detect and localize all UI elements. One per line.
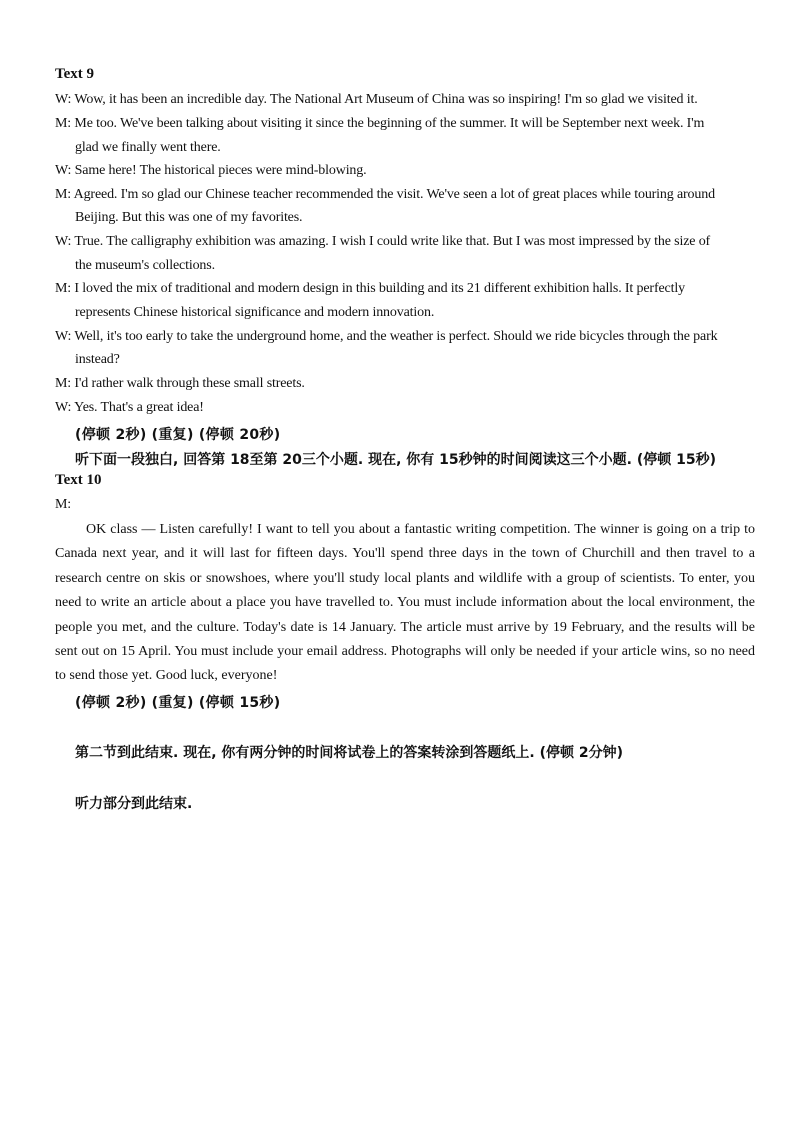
line-text: Same here! The historical pieces were mind-blowing.	[74, 163, 367, 178]
dialogue-line	[55, 281, 685, 297]
line-text: Beijing. But this was one of my favorites.	[75, 210, 303, 225]
monologue-speaker: M:	[55, 497, 72, 512]
line-text: I loved the mix of traditional and modern design in this building and its 21 different exhibition halls. It perfectly	[74, 281, 685, 296]
pause-instruction: (停顿 2秒) (重复) (停顿 15秒)	[75, 695, 281, 711]
dialogue-line	[75, 305, 434, 321]
reading-instruction: 听下面一段独白, 回答第 18至第 20三个小题. 现在, 你有 15秒钟的时间阅读这三个小题. (停顿 15秒)	[75, 452, 716, 468]
line-text: I'd rather walk through these small streets.	[74, 376, 305, 391]
dialogue-line	[55, 116, 704, 132]
speaker-label: M:	[55, 281, 72, 296]
line-text: Me too. We've been talking about visiting it since the beginning of the summer. It will be September next week. I'm	[74, 116, 705, 131]
line-text: instead?	[75, 352, 120, 367]
dialogue-line	[55, 329, 717, 345]
monologue-paragraph: OK class — Listen carefully! I want to tell you about a fantastic writing competition. The winner is going on a trip to Canada next year, and it will last for fifteen days. You'll spend three days in the town of Churchill and then travel to a research centre on skis or snowshoes, where you'll study local plants and wildlife with a group of scientists. To enter, you need to write an article about a place you have travelled to. You must include information about the local environment, the people you met, and the culture. Today's date is 14 January. The article must arrive by 19 February, and the results will be sent out on 15 April. You must include your email address. Photographs will only be needed if your article wins, so no need to send those yet. Good luck, everyone!	[55, 522, 755, 684]
speaker-label: M:	[55, 116, 72, 131]
speaker-label: W:	[55, 163, 72, 178]
dialogue-line	[75, 210, 302, 226]
speaker-label: M:	[55, 187, 72, 202]
dialogue-line	[75, 352, 120, 368]
dialogue-line	[55, 234, 710, 250]
dialogue-line	[55, 400, 204, 416]
speaker-label: W:	[55, 400, 72, 415]
line-text: Wow, it has been an incredible day. The National Art Museum of China was so inspiring! I'm so glad we visited it.	[74, 92, 698, 107]
section-end-note: 第二节到此结束. 现在, 你有两分钟的时间将试卷上的答案转涂到答题纸上. (停顿 2分钟)	[75, 745, 623, 761]
text9-title: Text 9	[55, 66, 95, 82]
speaker-label: W:	[55, 234, 72, 249]
dialogue-line	[55, 92, 698, 108]
dialogue-line	[75, 140, 221, 156]
dialogue-line	[55, 163, 366, 179]
speaker-label: M:	[55, 376, 72, 391]
line-text: True. The calligraphy exhibition was amazing. I wish I could write like that. But I was most impressed by the size of	[74, 234, 711, 249]
listening-end-note: 听力部分到此结束.	[75, 796, 193, 812]
dialogue-line	[55, 376, 305, 392]
line-text: Agreed. I'm so glad our Chinese teacher recommended the visit. We've seen a lot of great places while touring around	[73, 187, 715, 202]
line-text: represents Chinese historical significance and modern innovation.	[75, 305, 435, 320]
line-text: glad we finally went there.	[75, 140, 221, 155]
speaker-label: W:	[55, 92, 72, 107]
line-text: Well, it's too early to take the underground home, and the weather is perfect. Should we ride bicycles through the park	[74, 329, 718, 344]
dialogue-line	[55, 187, 715, 203]
line-text: the museum's collections.	[75, 258, 215, 273]
pause-instruction: (停顿 2秒) (重复) (停顿 20秒)	[75, 427, 281, 443]
dialogue-line	[75, 258, 215, 274]
text10-title: Text 10	[55, 472, 102, 488]
line-text: Yes. That's a great idea!	[74, 400, 204, 415]
speaker-label: W:	[55, 329, 72, 344]
